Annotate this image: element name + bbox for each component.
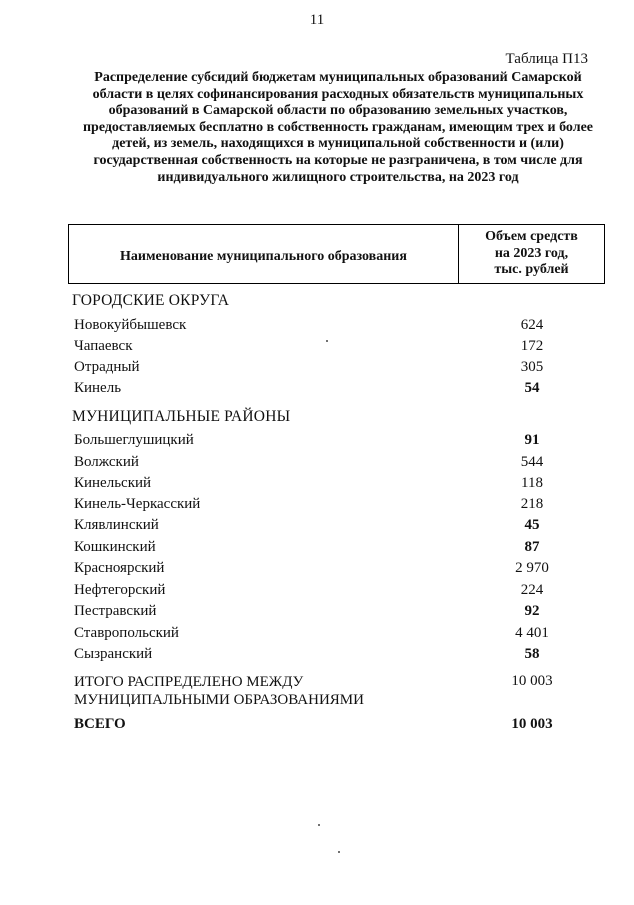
table-title: Распределение субсидий бюджетам муниципальных образований Самарской области в целях софинансирования расходных обязательств муниципальных образований в Самарской области по образованию земельных участков, предоставляемых бесплатно в собственность гражданам, имеющим трех и более детей, из земель, находящихся в муниципальной собственности и (или) государственная собственность на которые не разграничена, в том числе для индивидуального жилищного строительства, на 2023 год [82, 70, 594, 185]
row-value: 92 [524, 603, 540, 619]
table-row [74, 625, 600, 645]
row-value: 58 [524, 646, 540, 662]
grand-total-value: 10 003 [511, 716, 553, 732]
row-value: 544 [520, 454, 544, 470]
row-value: 4 401 [515, 625, 549, 641]
row-name: Новокуйбышевск [74, 317, 187, 333]
row-name: Большеглушицкий [74, 432, 194, 448]
total-distributed-value: 10 003 [511, 673, 553, 689]
header-volume-column: Объем средств на 2023 год, тыс. рублей [485, 229, 578, 278]
page-number: 11 [309, 12, 325, 28]
table-row [74, 359, 600, 379]
grand-total-label: ВСЕГО [74, 716, 126, 732]
table-row [74, 338, 600, 358]
grand-total-row [74, 716, 600, 736]
row-name: Отрадный [74, 359, 140, 375]
table-row [74, 517, 600, 537]
row-name: Кинельский [74, 475, 152, 491]
row-value: 172 [520, 338, 544, 354]
row-name: Кинель-Черкасский [74, 496, 201, 512]
row-name: Красноярский [74, 560, 165, 576]
table-label: Таблица П13 [505, 51, 588, 67]
table-row [74, 539, 600, 559]
row-name: Кинель [74, 380, 122, 396]
scan-speck [326, 340, 328, 342]
row-name: Сызранский [74, 646, 153, 662]
total-distributed-label: ИТОГО РАСПРЕДЕЛЕНО МЕЖДУ МУНИЦИПАЛЬНЫМИ ОБРАЗОВАНИЯМИ [74, 674, 364, 708]
row-name: Кошкинский [74, 539, 156, 555]
section-title-municipal-districts: МУНИЦИПАЛЬНЫЕ РАЙОНЫ [72, 408, 291, 425]
section-title-city-districts: ГОРОДСКИЕ ОКРУГА [72, 292, 230, 309]
table-row [74, 454, 600, 474]
row-value: 305 [520, 359, 544, 375]
table-row [74, 582, 600, 602]
row-value: 2 970 [515, 560, 549, 576]
table-row [74, 380, 600, 400]
row-value: 54 [524, 380, 540, 396]
row-value: 624 [520, 317, 544, 333]
row-value: 87 [524, 539, 540, 555]
row-name: Чапаевск [74, 338, 133, 354]
table-row [74, 432, 600, 452]
table-row [74, 317, 600, 337]
total-distributed-row [74, 673, 600, 713]
row-name: Ставропольский [74, 625, 179, 641]
row-value: 45 [524, 517, 540, 533]
row-value: 118 [521, 475, 543, 491]
row-name: Клявлинский [74, 517, 159, 533]
row-value: 91 [524, 432, 540, 448]
scan-speck [318, 824, 320, 826]
row-name: Пестравский [74, 603, 157, 619]
table-row [74, 646, 600, 666]
scan-speck [338, 851, 340, 853]
table-row [74, 475, 600, 495]
row-name: Волжский [74, 454, 139, 470]
table-header [68, 224, 605, 284]
table-row [74, 603, 600, 623]
table-row [74, 560, 600, 580]
table-row [74, 496, 600, 516]
row-name: Нефтегорский [74, 582, 166, 598]
row-value: 224 [520, 582, 544, 598]
header-name-column: Наименование муниципального образования [69, 225, 459, 283]
row-value: 218 [520, 496, 544, 512]
